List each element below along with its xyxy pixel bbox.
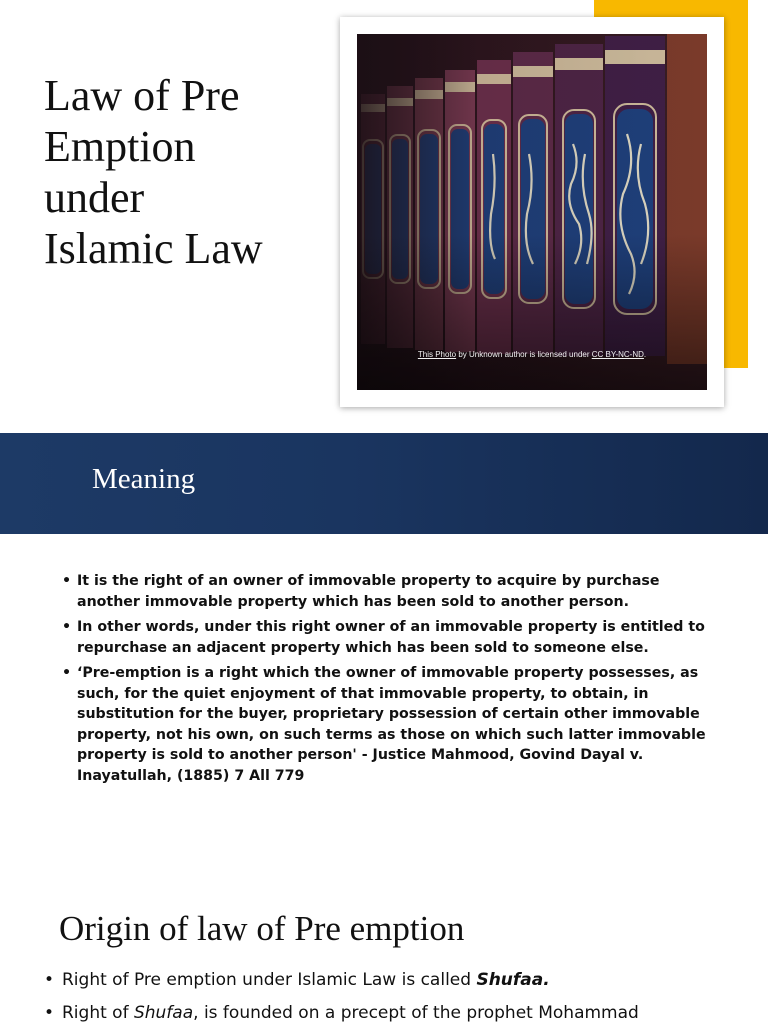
origin-slide <box>0 863 768 1024</box>
bullet-text: Right of Pre emption under Islamic Law is called <box>62 970 477 990</box>
title-slide <box>0 0 768 432</box>
bullet-item: • In other words, under this right owner of an immovable property is entitled to repurchase an adjacent property which has been sold to someone else. <box>62 617 712 658</box>
license-link[interactable]: CC BY-NC-ND <box>591 350 644 359</box>
photo-credit <box>357 350 707 359</box>
bullet-item <box>44 968 764 992</box>
bullet-item: • It is the right of an owner of immovable property to acquire by purchase another immovable property which has been sold to another person. <box>62 571 712 612</box>
bookshelf-photo[interactable] <box>357 34 707 390</box>
title-line: under <box>44 173 145 222</box>
meaning-slide <box>0 433 768 863</box>
bookshelf-image <box>357 34 707 390</box>
bullet-item: • ‘Pre-emption is a right which the owner of immovable property possesses, as such, for the quiet enjoyment of that immovable property, to obtain, in substitution for the buyer, proprietary possession of certain other immovable property, not his own, on such terms as those on which such latter immovable property is sold to another person' - Justice Mahmood, Govind Dayal v. Inayatullah, (1885) 7 All 779 <box>62 663 712 786</box>
emphasis-term: Shufaa <box>133 1003 194 1023</box>
bullet-list <box>62 571 712 791</box>
slide-heading: Origin of law of Pre emption <box>59 909 465 948</box>
title-line: Emption <box>44 122 196 171</box>
emphasis-term: Shufaa. <box>476 970 550 990</box>
slide-heading: Meaning <box>92 463 196 495</box>
photo-credit-end: . <box>643 350 647 359</box>
title-line: Law of Pre <box>44 71 240 120</box>
bullet-text: Right of <box>62 1003 134 1023</box>
photo-credit-text: by Unknown author is licensed under <box>456 350 592 359</box>
heading-banner <box>0 433 768 534</box>
bullet-item <box>44 1001 764 1024</box>
bullet-list <box>44 968 764 1024</box>
photo-credit-link[interactable]: This Photo <box>417 350 457 359</box>
bullet-text: , is founded on a precept of the prophet Mohammad <box>193 1003 639 1023</box>
title-line: Islamic Law <box>44 224 263 273</box>
photo-frame <box>340 17 724 407</box>
slide-title <box>44 70 324 274</box>
